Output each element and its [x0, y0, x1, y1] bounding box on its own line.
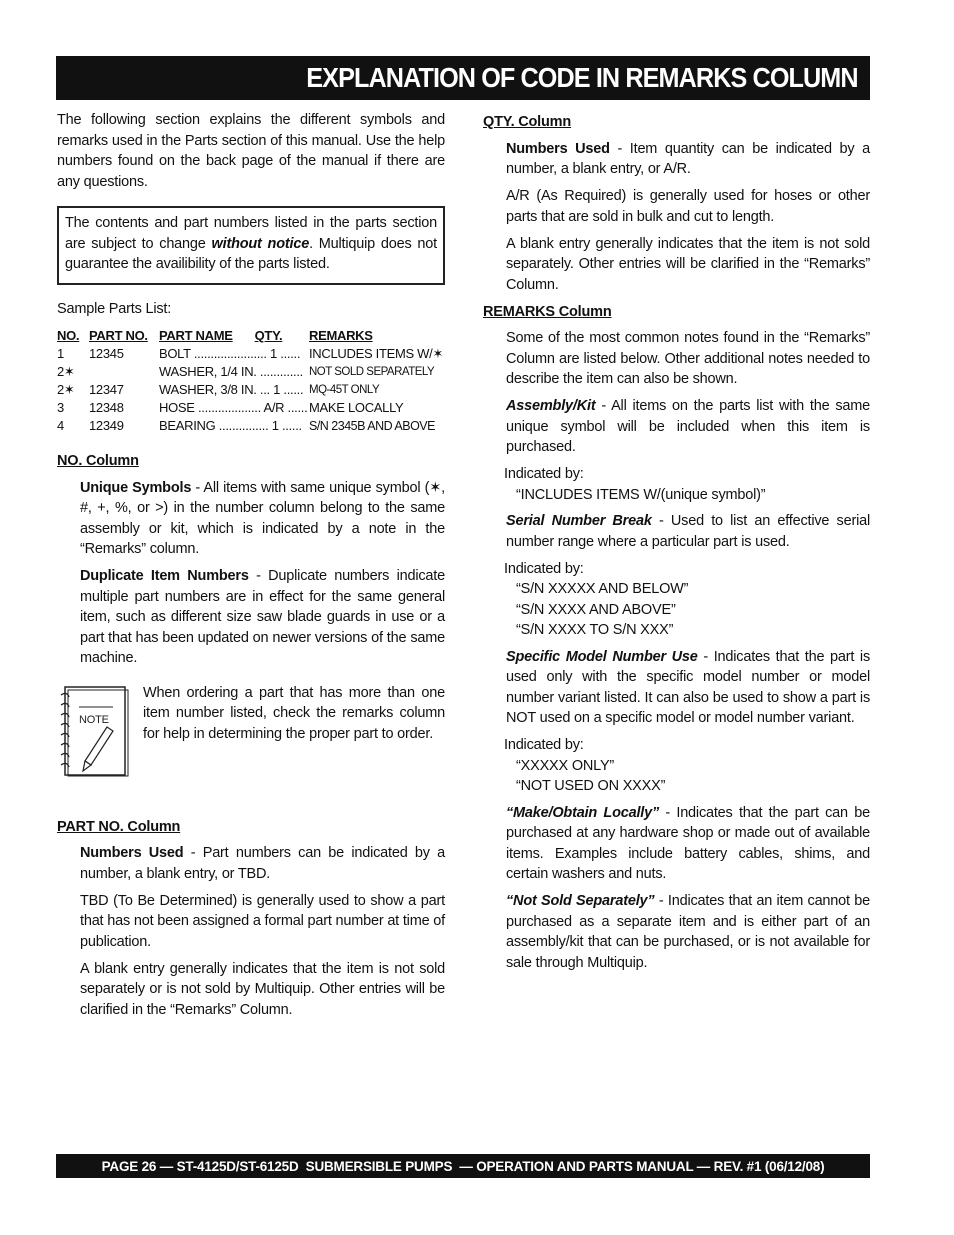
header-qty: QTY.	[254, 328, 283, 343]
cell-part-no: 12349	[89, 418, 124, 433]
cell-part-no: 12345	[89, 346, 124, 361]
duplicate-numbers-label: Duplicate Item Numbers	[80, 568, 249, 584]
table-row	[57, 417, 447, 435]
part-numbers-used-label: Numbers Used	[80, 845, 184, 861]
assembly-example: “INCLUDES ITEMS W/(unique symbol)”	[516, 486, 766, 503]
unique-symbols-text: - All items with same unique symbol (✶, #, +, %, or >) in the number column belong to the same assembly or kit, which is indicated by a note in the “Remarks” column.	[80, 479, 445, 557]
header-no: NO.	[57, 328, 80, 343]
qty-numbers-used-label: Numbers Used	[506, 140, 610, 157]
table-row	[57, 381, 447, 399]
make-locally-paragraph	[506, 803, 870, 885]
serial-example: “S/N XXXX TO S/N XXX”	[516, 622, 674, 638]
model-indicated-by	[504, 735, 870, 797]
cell-no: 2✶	[57, 382, 75, 397]
assembly-indicated-by	[504, 464, 870, 505]
cell-part-name: WASHER, 1/4 IN. .............	[159, 364, 303, 379]
cell-no: 2✶	[57, 364, 75, 379]
cell-remarks: MAKE LOCALLY	[309, 400, 404, 415]
duplicate-numbers-paragraph	[80, 566, 445, 669]
assembly-kit-paragraph	[506, 396, 870, 458]
unique-symbols-label: Unique Symbols	[80, 479, 192, 496]
cell-part-name: WASHER, 3/8 IN. ... 1 ......	[159, 382, 304, 397]
cell-remarks: NOT SOLD SEPARATELY	[309, 366, 435, 378]
indicated-by-label: Indicated by:	[504, 560, 584, 577]
part-numbers-used-paragraph	[80, 843, 445, 884]
assembly-kit-text: - All items on the parts list with the same unique symbol will be included when this item is purchased.	[506, 398, 870, 455]
no-column-heading: NO. Column	[57, 453, 139, 469]
cell-remarks: S/N 2345B AND ABOVE	[309, 419, 435, 433]
left-column	[57, 110, 445, 1027]
serial-example: “S/N XXXXX AND BELOW”	[516, 581, 689, 597]
cell-remarks: INCLUDES ITEMS W/✶	[309, 346, 444, 361]
model-example: “XXXXX ONLY”	[516, 757, 615, 774]
serial-example: “S/N XXXX AND ABOVE”	[516, 601, 676, 618]
model-example: “NOT USED ON XXXX”	[516, 778, 666, 794]
sample-parts-table	[57, 327, 447, 435]
model-number-text: - Indicates that the part is used only with the specific model number or model number variant listed. It can also be used to show a part is NOT used on a specific model or model number variant.	[506, 648, 870, 726]
notepad-icon	[57, 683, 129, 779]
table-header-row	[57, 327, 447, 345]
cell-part-no: 12348	[89, 400, 124, 415]
notice-text-1: The contents and part numbers listed in the parts section are subject to change	[65, 215, 437, 252]
notice-emphasis: without notice	[211, 235, 310, 252]
page-title-bar	[56, 56, 870, 100]
table-row	[57, 345, 447, 363]
remarks-column-heading: REMARKS Column	[483, 303, 612, 320]
notice-box	[57, 206, 445, 285]
table-row	[57, 399, 447, 417]
not-sold-separately-paragraph	[506, 891, 870, 973]
make-locally-label: “Make/Obtain Locally”	[506, 804, 660, 821]
indicated-by-label: Indicated by:	[504, 466, 584, 482]
cell-part-name: BEARING ............... 1 ......	[159, 418, 302, 433]
cell-no: 3	[57, 400, 64, 415]
page-footer	[56, 1154, 870, 1178]
not-sold-separately-label: “Not Sold Separately”	[506, 893, 655, 909]
notice-text-2: . Multiquip does not guarantee the availibility of the parts listed.	[65, 235, 437, 272]
cell-part-no: 12347	[89, 382, 124, 397]
header-remarks: REMARKS	[309, 328, 373, 343]
qty-column-heading: QTY. Column	[483, 114, 572, 130]
make-locally-text: - Indicates that the part can be purchased at any hardware shop or made out of available items. Examples include battery cables, shims, and certain washers and nuts.	[506, 804, 870, 882]
part-no-blank-paragraph: A blank entry generally indicates that the item is not sold separately or is not sold by Multiquip. Other entries will be clarified in the “Remarks” Column.	[80, 960, 445, 1018]
note-text: When ordering a part that has more than one item number listed, check the remarks column for help in determining the proper part to order.	[143, 684, 445, 742]
cell-part-no	[89, 363, 159, 381]
qty-blank-paragraph: A blank entry generally indicates that the item is not sold separately. Other entries will be clarified in the “Remarks” Column.	[506, 235, 870, 293]
intro-paragraph: The following section explains the different symbols and remarks used in the Parts section of this manual. Use the help numbers found on the back page of the manual if there are any questions.	[57, 112, 445, 190]
ar-paragraph: A/R (As Required) is generally used for hoses or other parts that are sold in bulk and cut to length.	[506, 188, 870, 225]
page-title: EXPLANATION OF CODE IN REMARKS COLUMN	[306, 62, 858, 93]
serial-break-paragraph	[506, 511, 870, 552]
note-icon-label: NOTE	[79, 713, 109, 726]
note-callout	[57, 683, 445, 779]
remarks-intro-paragraph: Some of the most common notes found in the “Remarks” Column are listed below. Other additional notes needed to describe the item can also be shown.	[506, 330, 870, 387]
cell-remarks: MQ-45T ONLY	[309, 384, 380, 396]
table-row	[57, 363, 447, 381]
tbd-paragraph: TBD (To Be Determined) is generally used to show a part that has not been assigned a formal part number at time of publication.	[80, 892, 445, 950]
cell-no: 1	[57, 346, 64, 361]
part-numbers-used-text: - Part numbers can be indicated by a number, a blank entry, or TBD.	[80, 845, 446, 882]
model-number-label: Specific Model Number Use	[506, 648, 698, 665]
duplicate-numbers-text: - Duplicate numbers indicate multiple part numbers are in effect for the same general item, such as different size saw blade guards in use or a part that has been updated on newer versions of the same machine.	[80, 568, 445, 666]
assembly-kit-label: Assembly/Kit	[506, 398, 596, 414]
not-sold-separately-text: - Indicates that an item cannot be purchased as a separate item and is either part of an assembly/kit that can be purchased, or is not available for sale through Multiquip.	[506, 893, 870, 971]
serial-break-text: - Used to list an effective serial number range where a particular part is used.	[506, 513, 870, 550]
indicated-by-label: Indicated by:	[504, 737, 584, 753]
qty-numbers-used-text: - Item quantity can be indicated by a number, a blank entry, or A/R.	[506, 140, 871, 177]
footer-text: PAGE 26 — ST-4125D/ST-6125D SUBMERSIBLE PUMPS — OPERATION AND PARTS MANUAL — REV. #1 (06/12/08)	[101, 1158, 825, 1174]
model-number-paragraph	[506, 647, 870, 729]
cell-part-name: HOSE ................... A/R ......	[159, 400, 308, 415]
serial-break-label: Serial Number Break	[506, 513, 652, 529]
cell-part-name: BOLT ...................... 1 ......	[159, 346, 301, 361]
sample-label: Sample Parts List:	[57, 300, 172, 317]
unique-symbols-paragraph	[80, 478, 445, 560]
header-part-no: PART NO.	[89, 328, 148, 343]
header-part-name: PART NAME QTY.	[159, 328, 283, 343]
cell-no: 4	[57, 418, 64, 433]
qty-numbers-used-paragraph	[506, 139, 870, 180]
right-column	[483, 112, 870, 980]
part-no-column-heading: PART NO. Column	[57, 818, 181, 835]
serial-indicated-by	[504, 559, 870, 641]
